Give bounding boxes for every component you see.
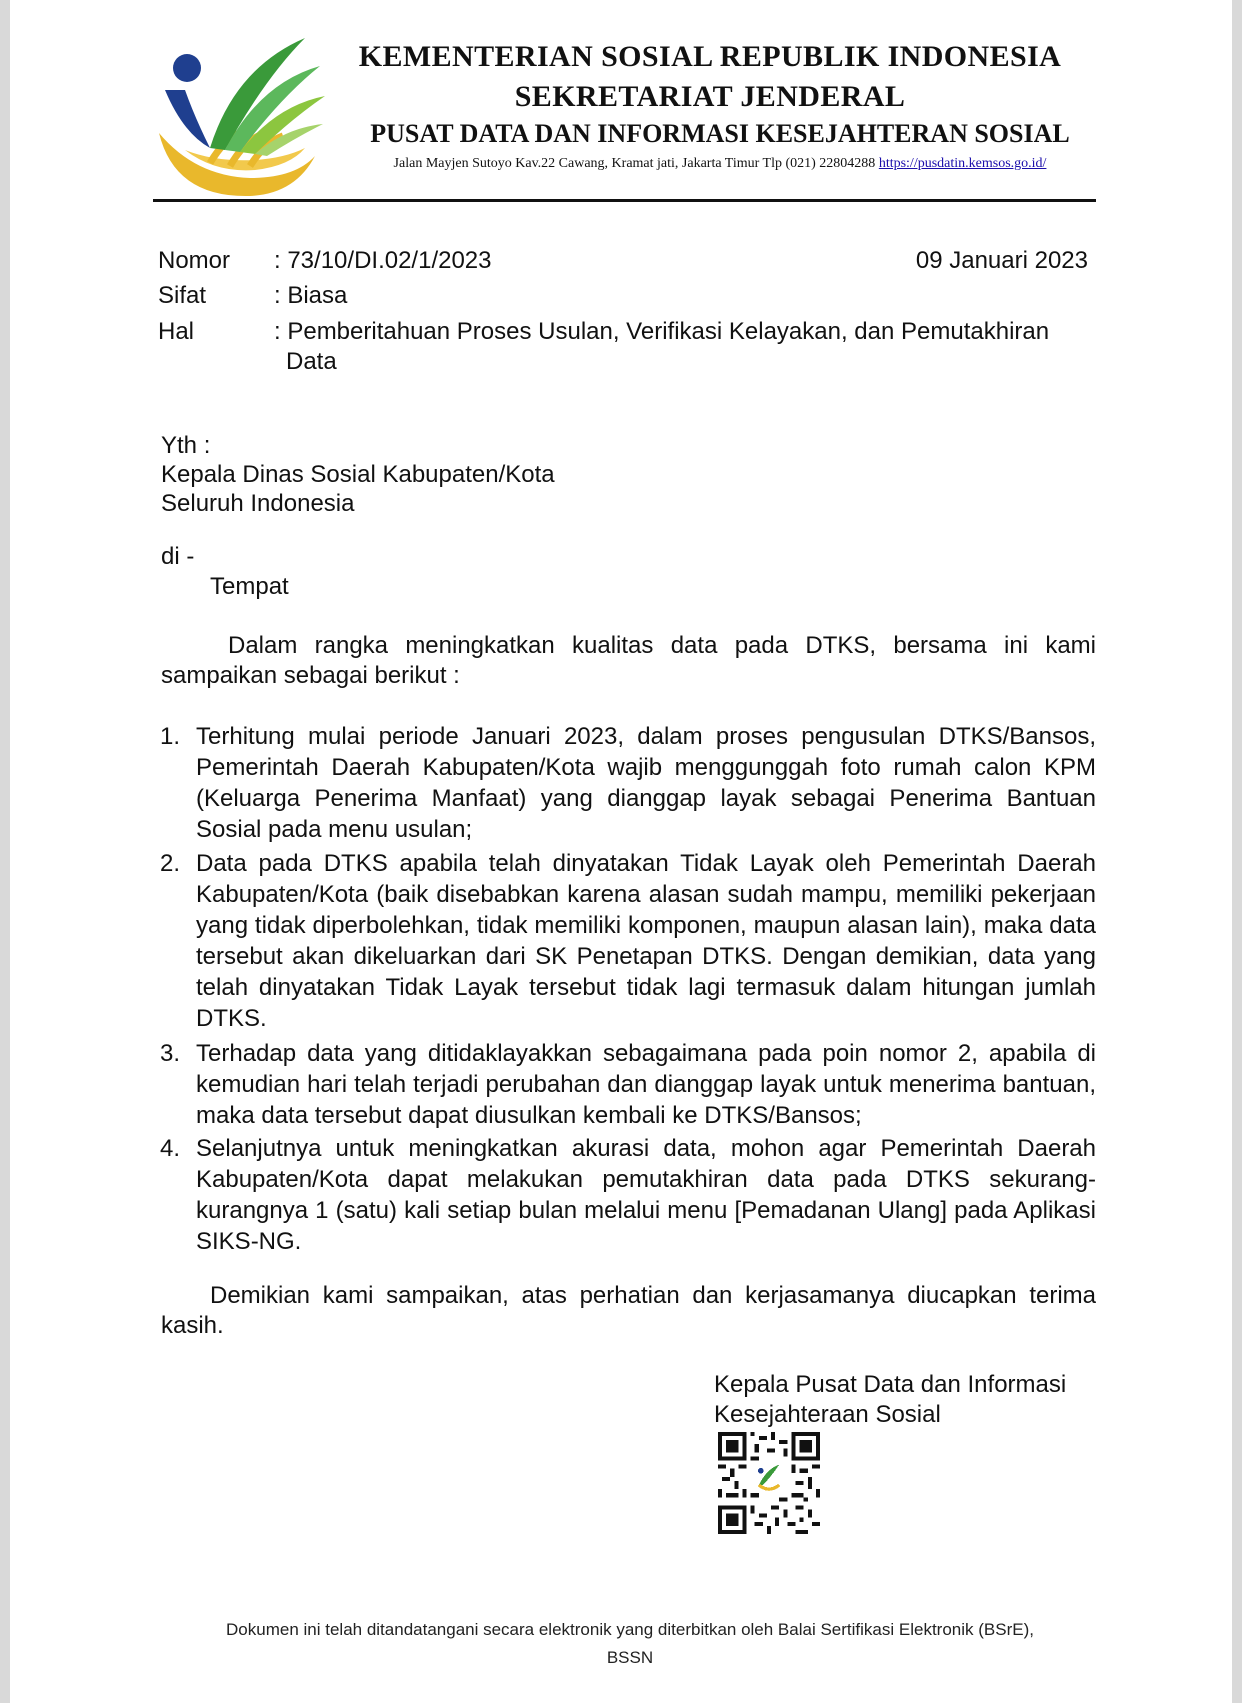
letterhead-divider — [153, 199, 1096, 202]
nomor-value: : 73/10/DI.02/1/2023 — [274, 247, 492, 274]
footer-esign-note: Dokumen ini telah ditandatangani secara elektronik yang diterbitkan oleh Balai Sertifikasi Elektronik (BSrE), — [226, 1620, 1034, 1639]
point-text: Data pada DTKS apabila telah dinyatakan Tidak Layak oleh Pemerintah Daerah Kabupaten/Kota (baik disebabkan karena alasan sudah mampu, memiliki pekerjaan yang tidak diperbolehkan, tidak memiliki komponen, maupun alasan lain), maka data tersebut akan dikeluarkan dari SK Penetapan DTKS. Dengan demikian, data yang telah dinyatakan Tidak Layak tersebut tidak lagi termasuk dalam hitungan jumlah DTKS. — [196, 850, 1096, 1032]
letterhead-address-line — [340, 156, 1100, 172]
point-text: Terhadap data yang ditidaklayakkan sebagaimana pada poin nomor 2, apabila di kemudian hari telah terjadi perubahan dan dianggap layak untuk menerima bantuan, maka data tersebut dapat diusulkan kembali ke DTKS/Bansos; — [196, 1040, 1096, 1129]
nomor-label: Nomor — [158, 247, 231, 274]
letter-date: 09 Januari 2023 — [915, 247, 1088, 274]
signature-qr-code — [718, 1432, 820, 1534]
point-number: 1. — [160, 723, 181, 750]
footer-esign-issuer: BSSN — [606, 1648, 654, 1667]
hal-value: : Pemberitahuan Proses Usulan, Verifikasi Kelayakan, dan Pemutakhiran — [274, 318, 1050, 345]
signatory-title-line2: Kesejahteraan Sosial — [714, 1401, 941, 1428]
intro-paragraph: Dalam rangka meningkatkan kualitas data pada DTKS, bersama ini kami sampaikan sebagai berikut : — [161, 632, 1096, 689]
letterhead-center: PUSAT DATA DAN INFORMASI KESEJAHTERAN SOSIAL — [370, 119, 1070, 148]
letterhead-secretariat: SEKRETARIAT JENDERAL — [514, 80, 906, 113]
sifat-value: : Biasa — [274, 282, 348, 309]
di-label: di - — [161, 543, 195, 570]
signatory-title-line1: Kepala Pusat Data dan Informasi — [714, 1371, 1067, 1398]
hal-value-cont: Data — [286, 348, 337, 375]
letterhead-ministry: KEMENTERIAN SOSIAL REPUBLIK INDONESIA — [358, 40, 1062, 73]
hal-label: Hal — [158, 318, 195, 345]
tempat-label: Tempat — [210, 573, 289, 600]
point-number: 3. — [160, 1040, 181, 1067]
point-text: Terhitung mulai periode Januari 2023, dalam proses pengusulan DTKS/Bansos, Pemerintah Daerah Kabupaten/Kota wajib menggunggah foto rumah calon KPM (Keluarga Penerima Manfaat) yang dianggap layak sebagai Penerima Bantuan Sosial pada menu usulan; — [196, 723, 1096, 843]
point-number: 4. — [160, 1135, 181, 1162]
letter-page — [10, 0, 1232, 1703]
closing-paragraph: Demikian kami sampaikan, atas perhatian dan kerjasamanya diucapkan terima kasih. — [161, 1282, 1096, 1339]
letterhead-address: Jalan Mayjen Sutoyo Kav.22 Cawang, Kramat jati, Jakarta Timur Tlp (021) 22804288 — [393, 156, 876, 171]
letterhead-url-link[interactable]: https://pusdatin.kemsos.go.id/ — [878, 156, 1047, 171]
yth-label: Yth : — [161, 432, 211, 459]
recipient-line1: Kepala Dinas Sosial Kabupaten/Kota — [161, 461, 555, 488]
point-number: 2. — [160, 850, 181, 877]
recipient-line2: Seluruh Indonesia — [161, 490, 355, 517]
kemensos-logo — [155, 38, 325, 203]
point-text: Selanjutnya untuk meningkatkan akurasi data, mohon agar Pemerintah Daerah Kabupaten/Kota dapat melakukan pemutakhiran data pada DTKS sekurang-kurangnya 1 (satu) kali setiap bulan melalui menu [Pemadanan Ulang] pada Aplikasi SIKS-NG. — [196, 1135, 1096, 1255]
sifat-label: Sifat — [158, 282, 207, 309]
